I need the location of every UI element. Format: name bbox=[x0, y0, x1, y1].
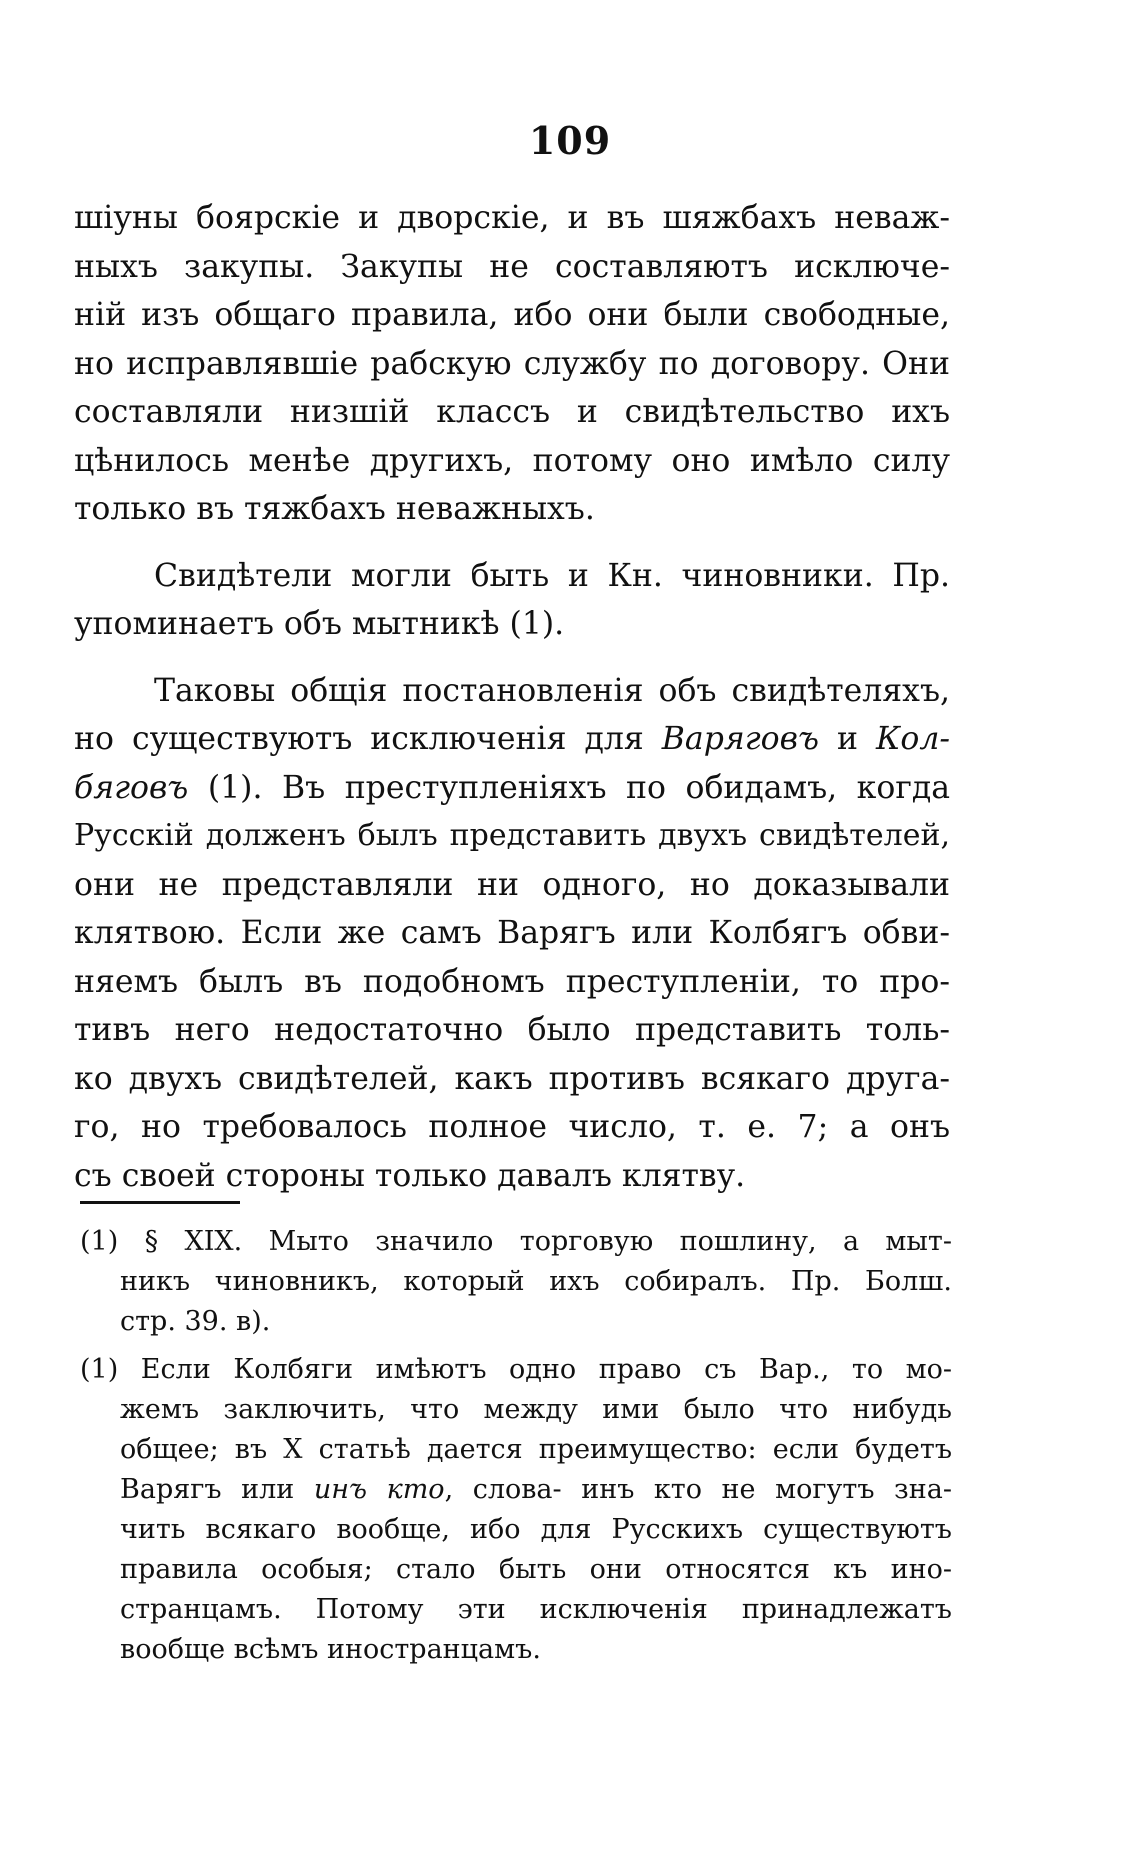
footnote-line: вообще всѣмъ иностранцамъ. bbox=[120, 1634, 541, 1665]
text-span: Варягъ или bbox=[120, 1474, 295, 1505]
text-line: они не представляли ни одного, но доказывали bbox=[74, 866, 950, 903]
footnote bbox=[80, 1222, 952, 1342]
footnote-line: странцамъ. Потому эти исключенія принадлежатъ bbox=[120, 1594, 952, 1625]
italic-span: инъ кто bbox=[313, 1474, 445, 1505]
footnote-line: чить всякаго вообще, ибо для Русскихъ существуютъ bbox=[120, 1514, 952, 1545]
text-line: но исправлявшіе рабскую службу по договору. Они bbox=[74, 345, 950, 382]
text-line: ко двухъ свидѣтелей, какъ противъ всякаго друга- bbox=[74, 1060, 950, 1097]
main-text bbox=[74, 194, 950, 1200]
text-line: упоминаетъ объ мытникѣ (1). bbox=[74, 606, 565, 642]
footnote-line: никъ чиновникъ, который ихъ собиралъ. Пр. Болш. bbox=[120, 1266, 952, 1297]
footnote-line: жемъ заключить, что между ими было что нибудь bbox=[120, 1394, 952, 1425]
footnote-line: стр. 39. в). bbox=[120, 1306, 271, 1337]
paragraph bbox=[74, 667, 950, 1201]
text-line: составляли низшій классъ и свидѣтельство ихъ bbox=[74, 394, 950, 430]
footnote-line: (1) Если Колбяги имѣютъ одно право съ Вар., то мо- bbox=[80, 1354, 952, 1385]
text-line: го, но требовалось полное число, т. е. 7; а онъ bbox=[74, 1109, 950, 1145]
text-line: ній изъ общаго правила, ибо они были свободные, bbox=[74, 297, 950, 333]
footnote-separator bbox=[80, 1201, 240, 1204]
footnote-line: (1) § XIX. Мыто значило торговую пошлину, а мыт- bbox=[80, 1226, 952, 1257]
text-line: Таковы общія постановленія объ свидѣтеляхъ, bbox=[154, 672, 950, 709]
text-line bbox=[74, 715, 950, 764]
text-line bbox=[74, 764, 950, 813]
text-line: Свидѣтели могли быть и Кн. чиновники. Пр. bbox=[154, 557, 950, 594]
text-line: няемъ былъ въ подобномъ преступленіи, то про- bbox=[74, 963, 950, 1000]
text-span: (1). Въ преступленіяхъ по обидамъ, когда bbox=[207, 769, 950, 806]
text-line: ныхъ закупы. Закупы не составляютъ исключе- bbox=[74, 248, 950, 285]
paragraph bbox=[74, 194, 950, 534]
text-line: только въ тяжбахъ неважныхъ. bbox=[74, 491, 595, 527]
text-span: и bbox=[836, 721, 858, 757]
italic-span: бяговъ bbox=[74, 769, 189, 806]
page-number: 109 bbox=[528, 118, 612, 163]
text-line: Русскій долженъ былъ представить двухъ свидѣтелей, bbox=[74, 818, 950, 853]
text-span: но существуютъ исключенія для bbox=[74, 721, 644, 757]
italic-span: Варяговъ bbox=[661, 721, 819, 757]
footnotes bbox=[80, 1222, 952, 1670]
text-line: шіуны боярскіе и дворскіе, и въ шяжбахъ неваж- bbox=[74, 200, 950, 236]
footnote-line: правила особыя; стало быть они относятся къ ино- bbox=[120, 1554, 952, 1585]
paragraph bbox=[74, 552, 950, 649]
text-line: цѣнилось менѣе другихъ, потому оно имѣло силу bbox=[74, 442, 950, 479]
footnote-line: общее; въ X статьѣ дается преимущество: если будетъ bbox=[120, 1434, 952, 1465]
footnote-line bbox=[80, 1470, 952, 1510]
text-line: съ своей стороны только давалъ клятву. bbox=[74, 1157, 746, 1194]
text-line: тивъ него недостаточно было представить толь- bbox=[74, 1012, 950, 1048]
italic-span: Кол- bbox=[875, 721, 951, 757]
text-line: клятвою. Если же самъ Варягъ или Колбягъ обви- bbox=[74, 915, 950, 951]
footnote bbox=[80, 1350, 952, 1670]
text-span: , слова- инъ кто не могутъ зна- bbox=[444, 1474, 952, 1505]
